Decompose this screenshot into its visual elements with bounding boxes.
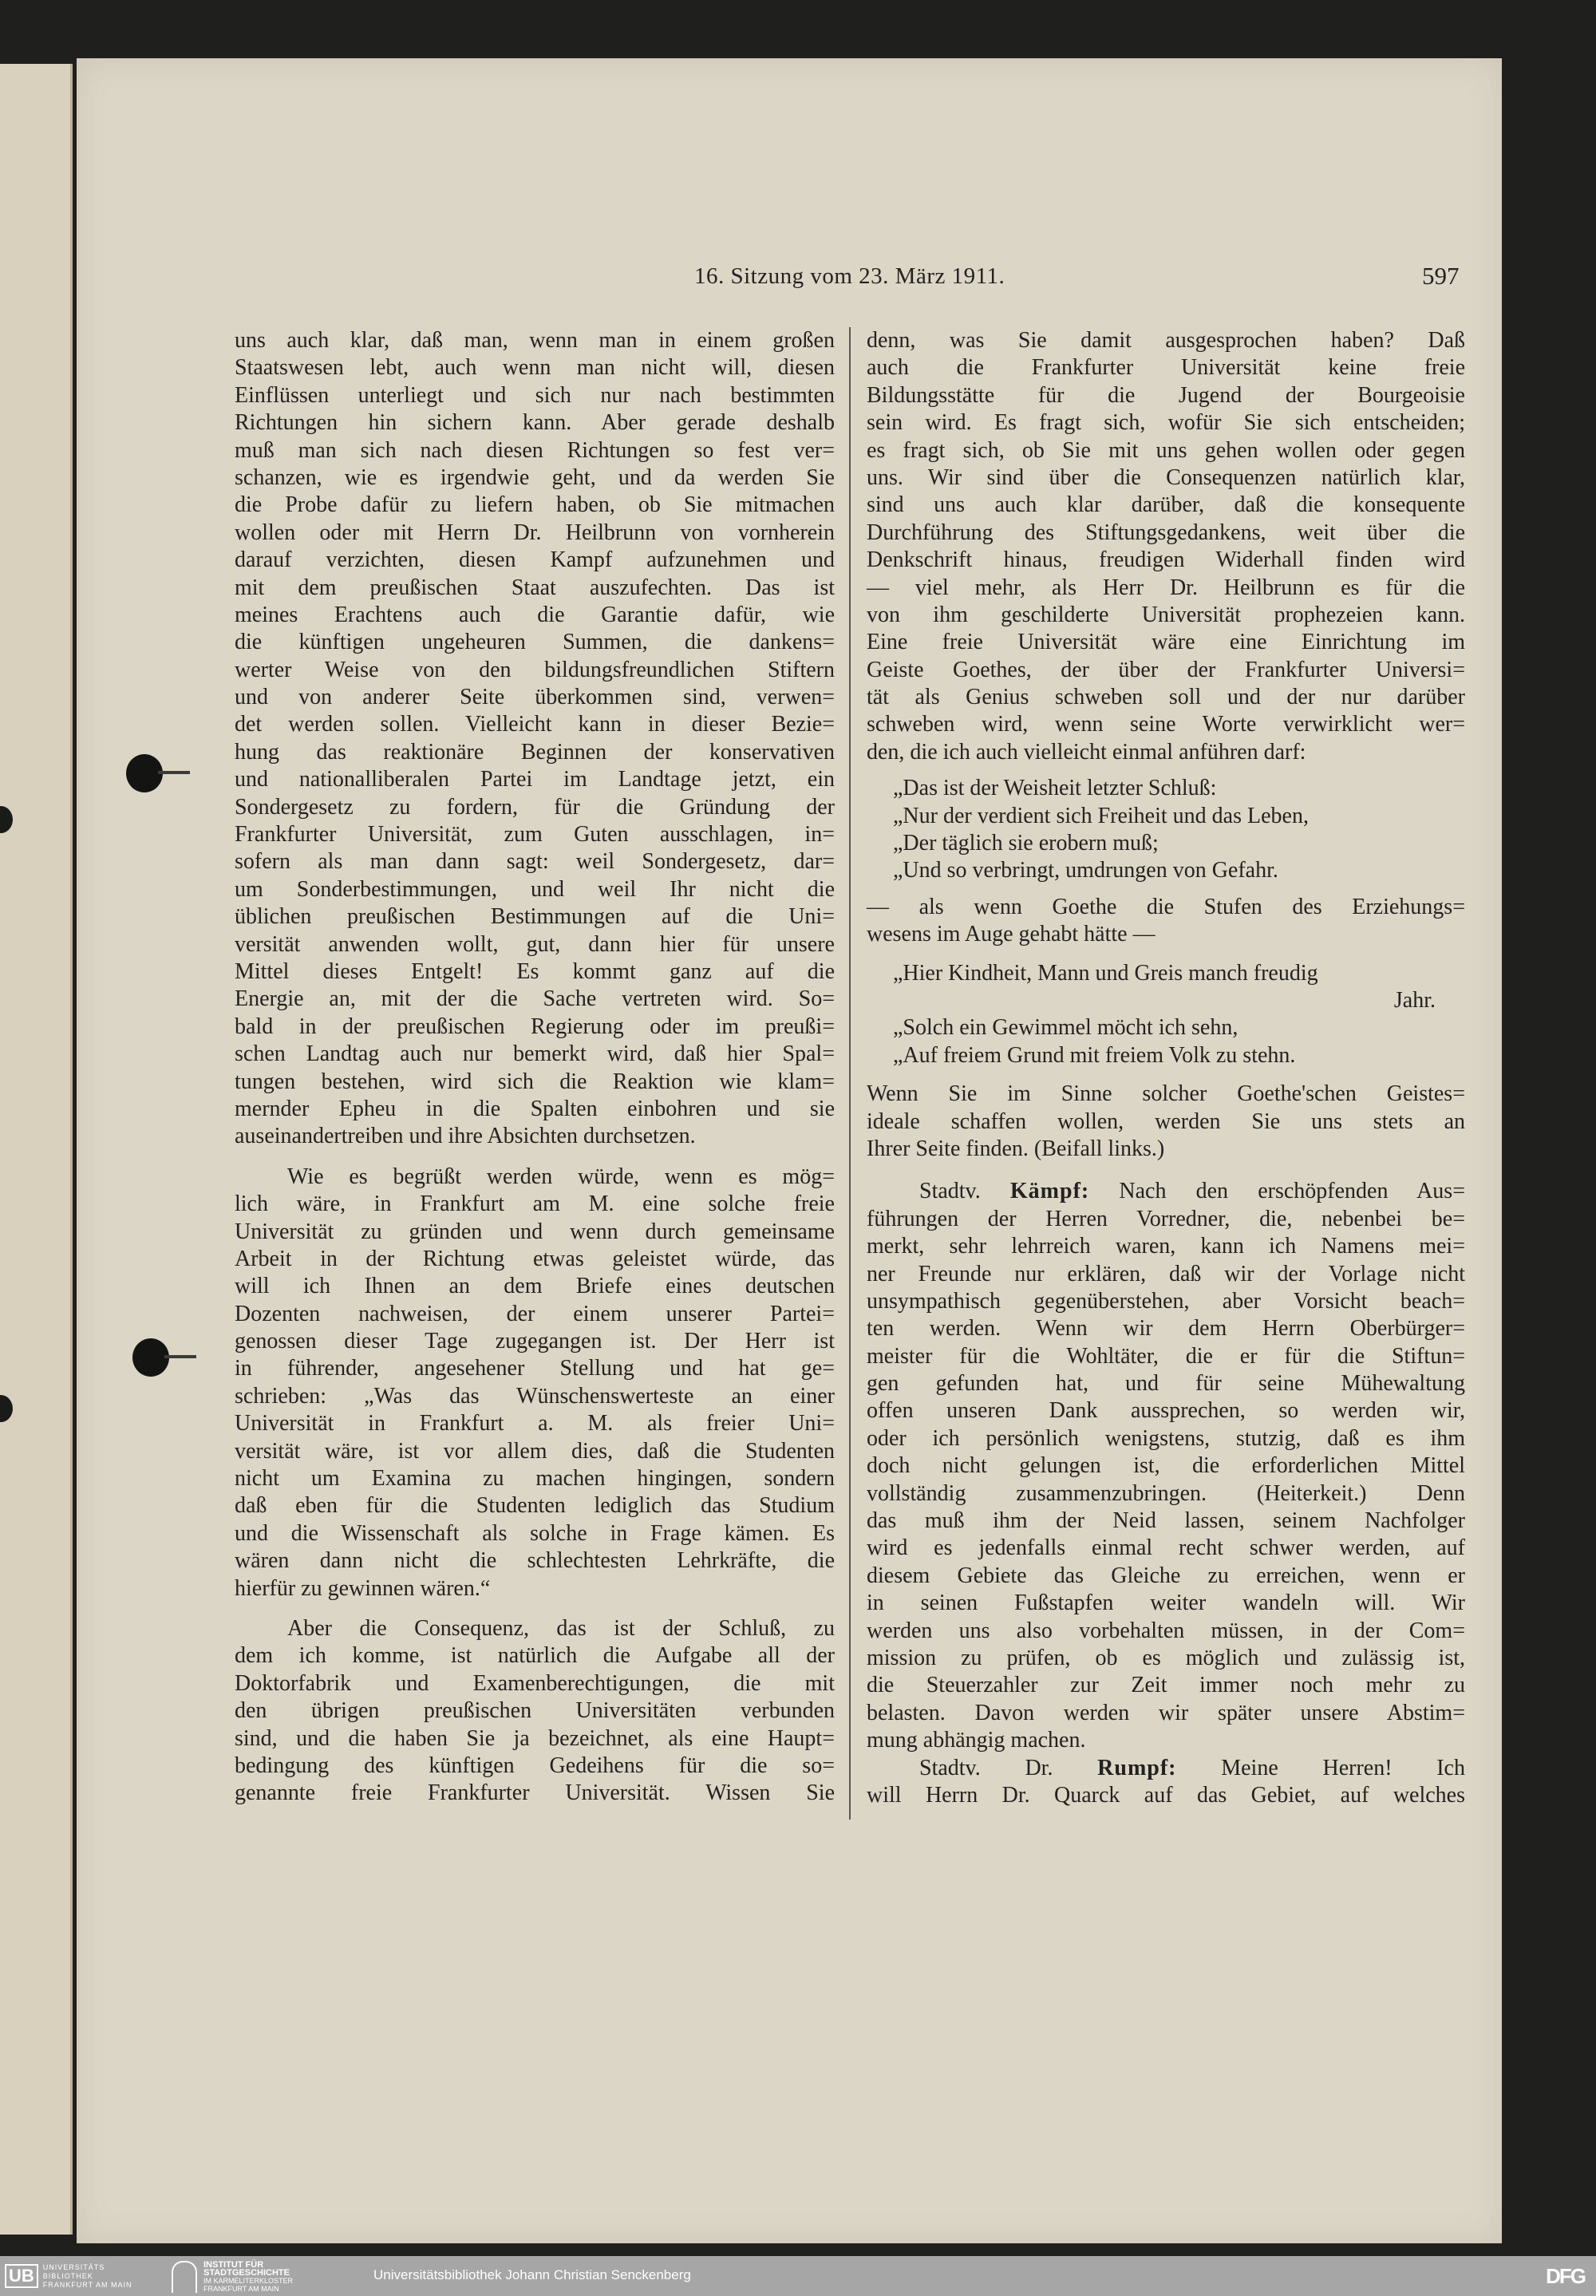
text-span: Nach den erschöpfenden Aus= — [1089, 1179, 1465, 1204]
ub-logo[interactable] — [5, 2261, 132, 2291]
text-line: det werden sollen. Vielleicht kann in dieser Bezie= — [235, 712, 835, 737]
text-line: von ihm geschilderte Universität prophezeien kann. — [867, 602, 1465, 627]
footer-bar — [0, 2256, 1596, 2296]
paragraph — [235, 1615, 835, 1808]
text-line: meister für die Wohltäter, die er für die Stiftun= — [867, 1343, 1465, 1369]
text-line: tungen bestehen, wird sich die Reaktion wie klam= — [235, 1069, 835, 1094]
text-line: mit dem preußischen Staat auszufechten. Das ist — [235, 575, 835, 600]
text-line: genossen dieser Tage zugegangen ist. Der Herr ist — [235, 1329, 835, 1354]
text-line: hierfür zu gewinnen wären.“ — [235, 1575, 491, 1601]
text-line: „Das ist der Weisheit letzter Schluß: — [893, 776, 1217, 801]
text-span: Stadtv. — [919, 1179, 1010, 1204]
dfg-logo[interactable]: DFG — [1546, 2264, 1585, 2288]
ub-logo-text: UNIVERSITÄTS — [42, 2262, 105, 2271]
text-line: sind uns auch klar darüber, daß die konsequente — [867, 492, 1465, 518]
text-line: offen unseren Dank aussprechen, so werden wir, — [867, 1398, 1465, 1424]
text-line: die Steuerzahler zur Zeit immer noch mehr zu — [867, 1673, 1465, 1698]
text-line: Einflüssen unterliegt und sich nur nach bestimmten — [235, 382, 835, 408]
text-line: wären dann nicht die schlechtesten Lehrkräfte, die — [235, 1548, 835, 1574]
page-number: 597 — [1422, 262, 1460, 290]
paragraph — [867, 775, 1465, 885]
left-column — [235, 327, 835, 1808]
text-line: uns auch klar, daß man, wenn man in einem großen — [235, 328, 835, 353]
text-line: dem ich komme, ist natürlich die Aufgabe all der — [235, 1643, 835, 1669]
paragraph — [235, 327, 835, 1151]
isg-arch-icon — [172, 2261, 197, 2293]
text-line: auseinandertreiben und ihre Absichten durchsetzen. — [235, 1124, 696, 1149]
text-line: nicht um Examina zu machen hingingen, sondern — [235, 1466, 835, 1492]
text-line: gen gefunden hat, und für seine Mühewaltung — [867, 1371, 1465, 1397]
text-line: daß eben für die Studenten lediglich das Studium — [235, 1493, 835, 1519]
text-line: wollen oder mit Herrn Dr. Heilbrunn von vornherein — [235, 520, 835, 545]
text-line: Aber die Consequenz, das ist der Schluß, zu — [287, 1615, 835, 1641]
text-line: Bildungsstätte für die Jugend der Bourgeoisie — [867, 382, 1465, 408]
text-line: Jahr. — [1393, 987, 1436, 1013]
text-line: Frankfurter Universität, zum Guten ausschlagen, in= — [235, 822, 835, 848]
text-line: sind, und die haben Sie ja bezeichnet, als eine Haupt= — [235, 1725, 835, 1751]
text-line: schweben wird, wenn seine Worte verwirklicht wer= — [867, 712, 1465, 737]
isg-logo-text: INSTITUT FÜR — [203, 2260, 264, 2270]
text-line — [867, 1178, 1465, 1205]
text-line: Energie an, mit der die Sache vertreten wird. So= — [235, 986, 835, 1012]
text-line: „Solch ein Gewimmel möcht ich sehn, — [893, 1015, 1238, 1041]
text-line: werden uns also vorbehalten müssen, in der Com= — [867, 1618, 1465, 1643]
text-line: die künftigen ungeheuren Summen, die dankens= — [235, 630, 835, 655]
running-header: 16. Sitzung vom 23. März 1911. — [694, 263, 1005, 289]
paragraph — [235, 1164, 835, 1602]
text-line: es fragt sich, ob Sie mit uns gehen wollen oder gegen — [867, 437, 1465, 463]
text-line: ten werden. Wenn wir dem Herrn Oberbürger= — [867, 1316, 1465, 1342]
text-line: muß man sich nach diesen Richtungen so fest ver= — [235, 437, 835, 463]
speaker-name: Rumpf: — [1097, 1755, 1177, 1780]
text-line: lich wäre, in Frankfurt am M. eine solche freie — [235, 1191, 835, 1217]
paragraph — [867, 1755, 1465, 1810]
text-line: — als wenn Goethe die Stufen des Erziehungs= — [867, 894, 1465, 919]
punch-hole — [132, 1338, 169, 1377]
paragraph — [867, 327, 1465, 766]
text-line: wesens im Auge gehabt hätte — — [867, 922, 1156, 947]
text-line: Dozenten nachweisen, der einem unserer Partei= — [235, 1301, 835, 1326]
text-line: will Herrn Dr. Quarck auf das Gebiet, auf welches — [867, 1782, 1465, 1808]
text-line: in seinen Fußstapfen weiter wandeln will. Wir — [867, 1591, 1465, 1616]
text-span: Stadtv. Dr. — [919, 1755, 1098, 1780]
punch-hole — [126, 754, 163, 792]
paragraph — [867, 1178, 1465, 1754]
text-line: den übrigen preußischen Universitäten verbunden — [235, 1698, 835, 1724]
text-line: Universität in Frankfurt a. M. als freier Uni= — [235, 1411, 835, 1436]
text-line: ideale schaffen wollen, werden Sie uns stets an — [867, 1108, 1465, 1134]
text-line: vollständig zusammenzubringen. (Heiterkeit.) Denn — [867, 1480, 1465, 1506]
text-line: „Hier Kindheit, Mann und Greis manch freudig — [893, 960, 1318, 986]
text-line: „Und so verbringt, umdrungen von Gefahr. — [893, 858, 1278, 883]
text-line: will ich Ihnen an dem Briefe eines deutschen — [235, 1274, 835, 1299]
text-line: merkt, sehr lehrreich waren, kann ich Namens mei= — [867, 1234, 1465, 1259]
text-line: sofern als man dann sagt: weil Sondergesetz, dar= — [235, 849, 835, 875]
text-line: Universität zu gründen und wenn durch gemeinsame — [235, 1219, 835, 1244]
ub-logo-text: FRANKFURT AM MAIN — [42, 2280, 132, 2289]
text-line: bald in der preußischen Regierung oder im preußi= — [235, 1014, 835, 1039]
text-line: üblichen preußischen Bestimmungen auf die Uni= — [235, 904, 835, 930]
text-line: mung abhängig machen. — [867, 1728, 1086, 1753]
text-line: um Sonderbestimmungen, und weil Ihr nicht die — [235, 876, 835, 902]
text-line: unsympathisch gegenüberstehen, aber Vorsicht beach= — [867, 1288, 1465, 1314]
text-line: schen Landtag auch nur bemerkt wird, daß hier Spal= — [235, 1041, 835, 1067]
text-line: auch die Frankfurter Universität keine freie — [867, 355, 1465, 381]
text-line: oder ich persönlich wenigstens, stutzig, daß es ihm — [867, 1425, 1465, 1451]
text-span: Meine Herren! Ich — [1176, 1755, 1465, 1780]
text-line: Sondergesetz zu fordern, für die Gründung der — [235, 794, 835, 820]
text-line: führungen der Herren Vorredner, die, nebenbei be= — [867, 1206, 1465, 1231]
text-line: Denkschrift hinaus, freudigen Widerhall finden wird — [867, 547, 1465, 573]
speaker-name: Kämpf: — [1009, 1179, 1090, 1204]
text-line: Geiste Goethes, der über der Frankfurter Universi= — [867, 657, 1465, 682]
text-line: tät als Genius schweben soll und der nur darüber — [867, 685, 1465, 710]
text-line: ner Freunde nur erklären, daß wir der Vorlage nicht — [867, 1261, 1465, 1286]
punch-hole — [0, 1395, 13, 1422]
paragraph — [867, 894, 1465, 949]
isg-logo-text: IM KARMELITERKLOSTER — [203, 2277, 294, 2285]
text-line: Arbeit in der Richtung etwas geleistet würde, das — [235, 1246, 835, 1271]
text-line: Wie es begrüßt werden würde, wenn es mög= — [287, 1164, 835, 1189]
text-line: bedingung des künftigen Gedeihens für die so= — [235, 1753, 835, 1778]
text-line: — viel mehr, als Herr Dr. Heilbrunn es für die — [867, 575, 1465, 600]
text-line: Wenn Sie im Sinne solcher Goethe'schen Geistes= — [867, 1081, 1465, 1107]
column-divider — [849, 327, 851, 1820]
text-line: genannte freie Frankfurter Universität. Wissen Sie — [235, 1780, 835, 1806]
right-column — [867, 327, 1465, 1809]
text-line: die Probe dafür zu liefern haben, ob Sie mitmachen — [235, 492, 835, 518]
isg-logo-text: STADTGESCHICHTE — [203, 2268, 290, 2278]
text-line: sein wird. Es fragt sich, wofür Sie sich entscheiden; — [867, 410, 1465, 436]
text-line: schrieben: „Was das Wünschenswerteste an einer — [235, 1383, 835, 1409]
text-line: uns. Wir sind über die Consequenzen natürlich klar, — [867, 464, 1465, 490]
text-line: diesem Gebiete das Gleiche zu erreichen, wenn er — [867, 1563, 1465, 1588]
punch-hole — [0, 806, 13, 833]
text-line: mission zu prüfen, ob es möglich und zulässig ist, — [867, 1645, 1465, 1670]
text-line: Durchführung des Stiftungsgedankens, weit über die — [867, 520, 1465, 545]
text-line: wird es jedenfalls einmal recht schwer werden, auf — [867, 1535, 1465, 1561]
text-line: mernder Epheu in die Spalten einbohren und sie — [235, 1096, 835, 1121]
adjacent-page-edge — [0, 64, 73, 2235]
paragraph — [867, 1081, 1465, 1163]
text-line: das muß ihm der Neid lassen, seinem Nachfolger — [867, 1508, 1465, 1534]
text-line: und die Wissenschaft als solche in Frage kämen. Es — [235, 1520, 835, 1546]
text-line: meines Erachtens auch die Garantie dafür, wie — [235, 602, 835, 627]
ub-logo-text: BIBLIOTHEK — [42, 2271, 93, 2280]
text-line: den, die ich auch vielleicht einmal anführen darf: — [867, 739, 1306, 765]
text-line: belasten. Davon werden wir später unsere Abstim= — [867, 1700, 1465, 1725]
text-line: Richtungen hin sichern kann. Aber gerade deshalb — [235, 410, 835, 436]
text-line: in führender, angesehener Stellung und hat ge= — [235, 1356, 835, 1381]
text-line: versität wäre, ist vor allem dies, daß die Studenten — [235, 1438, 835, 1464]
text-line: „Nur der verdient sich Freiheit und das Leben, — [893, 803, 1309, 828]
text-line: und von anderer Seite überkommen sind, verwen= — [235, 685, 835, 710]
isg-logo-text: FRANKFURT AM MAIN — [203, 2285, 279, 2293]
text-line — [867, 1755, 1465, 1782]
text-line: doch nicht gelungen ist, die erforderlichen Mittel — [867, 1453, 1465, 1479]
text-line: schanzen, wie es irgendwie geht, und da werden Sie — [235, 464, 835, 490]
text-line: Doktorfabrik und Examenberechtigungen, die mit — [235, 1670, 835, 1696]
text-line: darauf verzichten, diesen Kampf aufzunehmen und — [235, 547, 835, 573]
library-name: Universitätsbibliothek Johann Christian Senckenberg — [373, 2267, 691, 2282]
text-line: Staatswesen lebt, auch wenn man nicht will, diesen — [235, 355, 835, 381]
text-line: „Der täglich sie erobern muß; — [893, 831, 1159, 856]
text-line: denn, was Sie damit ausgesprochen haben? Daß — [867, 328, 1465, 353]
text-line: „Auf freiem Grund mit freiem Volk zu stehn. — [893, 1042, 1296, 1068]
text-line: und nationalliberalen Partei im Landtage jetzt, ein — [235, 767, 835, 792]
text-line: versität anwenden wollt, gut, dann hier für unsere — [235, 931, 835, 957]
text-line: hung das reaktionäre Beginnen der konservativen — [235, 739, 835, 765]
isg-logo[interactable] — [172, 2261, 293, 2293]
text-line: Ihrer Seite finden. (Beifall links.) — [867, 1136, 1165, 1161]
paragraph — [867, 960, 1465, 1070]
text-line: werter Weise von den bildungsfreundlichen Stiftern — [235, 657, 835, 682]
text-line: Mittel dieses Entgelt! Es kommt ganz auf die — [235, 958, 835, 984]
text-line: Eine freie Universität wäre eine Einrichtung im — [867, 630, 1465, 655]
ub-logo-mark: UB — [5, 2264, 38, 2288]
